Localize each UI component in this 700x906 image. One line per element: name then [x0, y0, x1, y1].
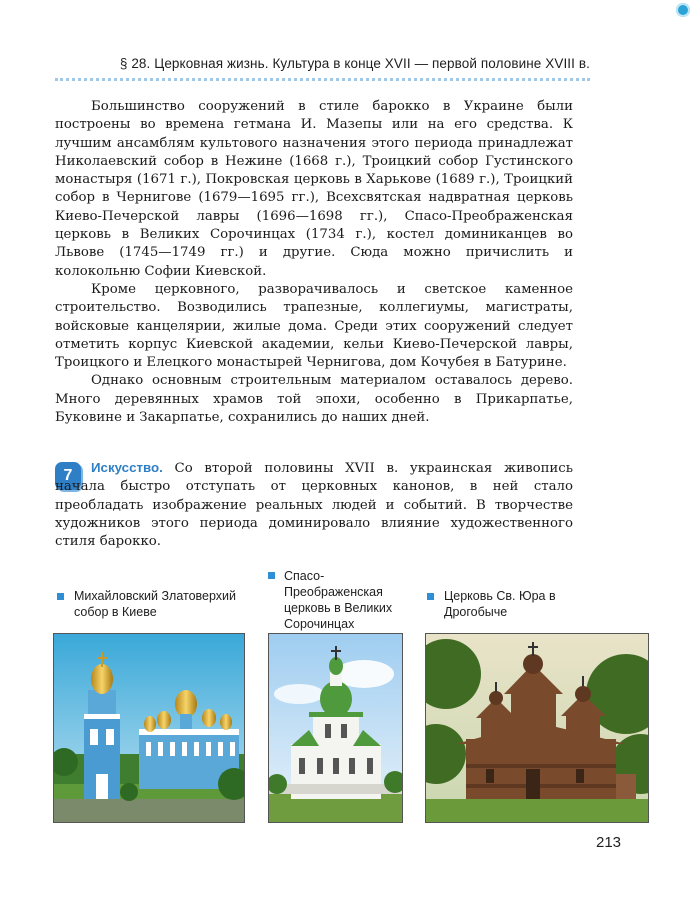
section-title: Искусство.	[91, 460, 163, 475]
section-text: Со второй половины XVII в. украинская живопись начала быстро отступать от церковных канонов, в ней стало преобладать изображение реальных людей и событий. В творчестве художников этого периода доминировало влияние художественного стиля барокко.	[55, 461, 573, 550]
photo-mikhailovsky-cathedral	[53, 633, 245, 823]
section-art	[55, 459, 573, 551]
running-head: § 28. Церковная жизнь. Культура в конце XVII — первой половине XVIII в.	[119, 56, 590, 71]
publisher-logo-icon	[676, 3, 690, 17]
paragraph-1: Большинство сооружений в стиле барокко в Украине были построены во времена гетмана И. Мазепы или на его средства. К лучшим ансамблям культового назначения этого периода принадлежат Николаевский собор в Нежине (1668 г.), Троицкий собор Густинского монастыря (1671 г.), Покровская церковь в Харькове (1689 г.), Троицкий собор в Чернигове (1679—1695 гг.), Всехсвятская надвратная церковь Киево-Печерской лавры (1696—1698 гг.), Спасо-Преображенская церковь в Великих Сорочинцах (1734 г.), костел доминиканцев во Львове (1745—1749 гг.) и другие. Сюда можно причислить и колокольню Софии Киевской.	[55, 99, 573, 279]
caption-bullet-icon	[268, 572, 275, 579]
header-divider	[55, 78, 590, 81]
photo-spaso-preobrazhenska-church	[268, 633, 403, 823]
paragraph-2: Кроме церковного, разворачивалось и светское каменное строительство. Возводились трапезные, коллегиумы, магистраты, войсковые канцелярии, жилые дома. Среди этих сооружений следует отметить корпус Киевской академии, кельи Киево-Печерской лавры, Троицкого и Елецкого монастырей Чернигова, дом Кочубея в Батурине.	[55, 281, 573, 371]
caption-mikhailovsky: Михайловский Златоверхий собор в Киеве	[74, 589, 237, 619]
caption-st-yura: Церковь Св. Юра в Дрогобыче	[444, 589, 556, 619]
photo-st-yura-church	[425, 633, 649, 823]
main-text	[55, 98, 573, 427]
page-number: 213	[596, 834, 622, 851]
paragraph-3: Однако основным строительным материалом оставалось дерево. Много деревянных храмов той эпохи, особенно в Прикарпатье, Буковине и Закарпатье, сохранились до наших дней.	[55, 373, 573, 426]
section-number-badge: 7	[55, 462, 81, 490]
caption-spaso-preobrazhenska: Спасо-Преображенская церковь в Великих Сорочинцах	[284, 569, 393, 631]
caption-bullet-icon	[57, 593, 64, 600]
caption-bullet-icon	[427, 593, 434, 600]
